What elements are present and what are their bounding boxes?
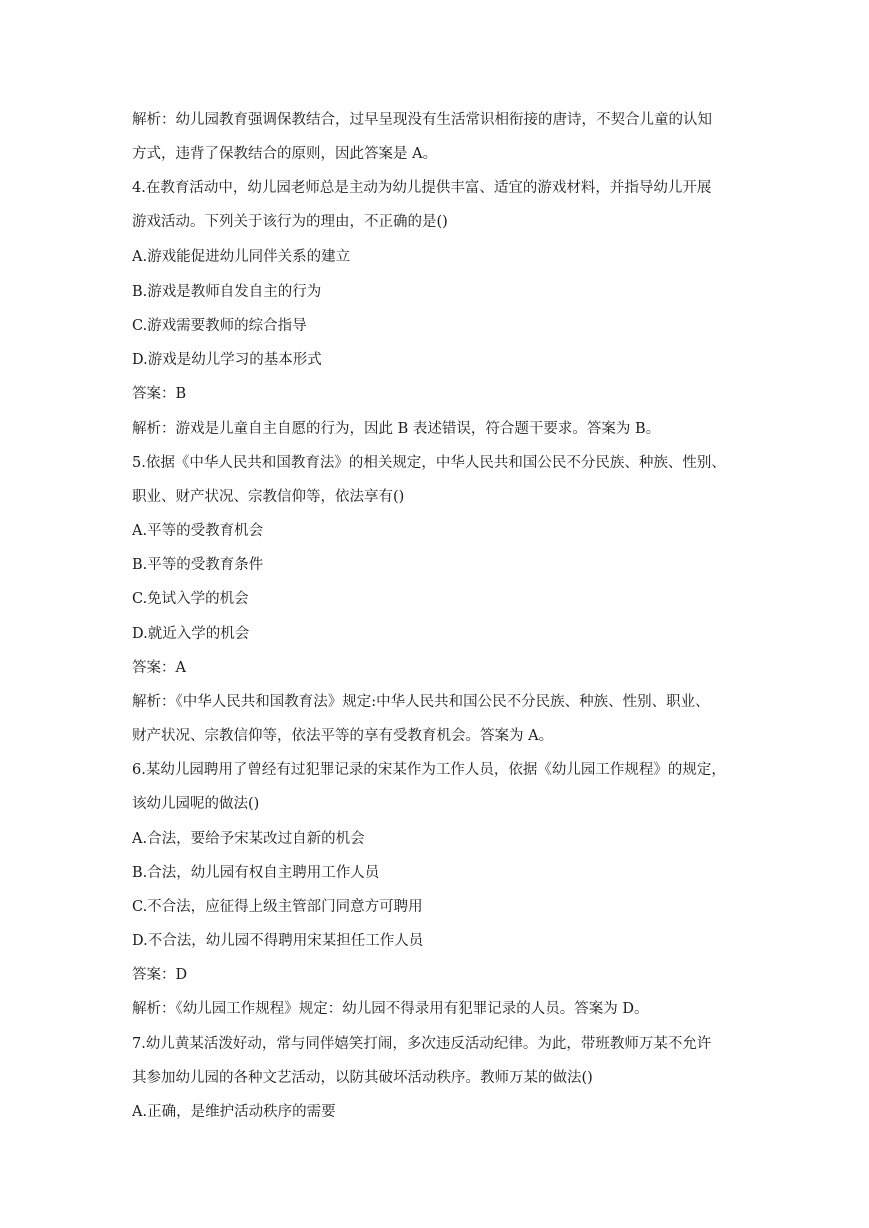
q4-option-a: A.游戏能促进幼儿同伴关系的建立 [132, 249, 351, 265]
q4-option-d: D.游戏是幼儿学习的基本形式 [132, 352, 322, 368]
q5-option-c: C.免试入学的机会 [132, 591, 249, 607]
q5-option-a: A.平等的受教育机会 [132, 523, 264, 539]
q6-analysis: 解析：《幼儿园工作规程》规定：幼儿园不得录用有犯罪记录的人员。答案为 D。 [132, 1001, 649, 1017]
q4-option-c: C.游戏需要教师的综合指导 [132, 318, 307, 334]
q4-answer: 答案：B [132, 386, 187, 402]
q5-stem-line-1: 5.依据《中华人民共和国教育法》的相关规定，中华人民共和国公民不分民族、种族、性别、 [132, 455, 726, 471]
q5-answer: 答案：A [132, 660, 186, 676]
q5-stem-line-2: 职业、财产状况、宗教信仰等，依法享有() [132, 489, 405, 505]
q7-option-a: A.正确，是维护活动秩序的需要 [132, 1104, 336, 1120]
q4-option-b: B.游戏是教师自发自主的行为 [132, 284, 322, 300]
q6-option-d: D.不合法，幼儿园不得聘用宋某担任工作人员 [132, 933, 424, 949]
q3-analysis-line-1: 解析：幼儿园教育强调保教结合，过早呈现没有生活常识相衔接的唐诗，不契合儿童的认知 [132, 112, 712, 128]
q4-stem-line-1: 4.在教育活动中，幼儿园老师总是主动为幼儿提供丰富、适宜的游戏材料，并指导幼儿开展 [132, 180, 712, 196]
q6-stem-line-1: 6.某幼儿园聘用了曾经有过犯罪记录的宋某作为工作人员，依据《幼儿园工作规程》的规定， [132, 762, 726, 778]
q6-answer: 答案：D [132, 967, 188, 983]
q7-stem-line-2: 其参加幼儿园的各种文艺活动，以防其破坏活动秩序。教师万某的做法() [132, 1070, 593, 1086]
q5-analysis-line-1: 解析：《中华人民共和国教育法》规定:中华人民共和国公民不分民族、种族、性别、职业、 [132, 694, 710, 710]
q6-stem-line-2: 该幼儿园呢的做法() [132, 796, 260, 812]
q6-option-b: B.合法，幼儿园有权自主聘用工作人员 [132, 865, 380, 881]
q6-option-c: C.不合法，应征得上级主管部门同意方可聘用 [132, 899, 423, 915]
q3-analysis-line-2: 方式，违背了保教结合的原则，因此答案是 A。 [132, 146, 438, 162]
q4-analysis: 解析：游戏是儿童自主自愿的行为，因此 B 表述错误，符合题干要求。答案为 B。 [132, 421, 661, 437]
q5-option-d: D.就近入学的机会 [132, 626, 250, 642]
q5-option-b: B.平等的受教育条件 [132, 557, 264, 573]
q7-stem-line-1: 7.幼儿黄某活泼好动，常与同伴嬉笑打闹，多次违反活动纪律。为此，带班教师万某不允许 [132, 1036, 712, 1052]
q4-stem-line-2: 游戏活动。下列关于该行为的理由，不正确的是() [132, 214, 448, 230]
q5-analysis-line-2: 财产状况、宗教信仰等，依法平等的享有受教育机会。答案为 A。 [132, 728, 554, 744]
q6-option-a: A.合法，要给予宋某改过自新的机会 [132, 831, 365, 847]
